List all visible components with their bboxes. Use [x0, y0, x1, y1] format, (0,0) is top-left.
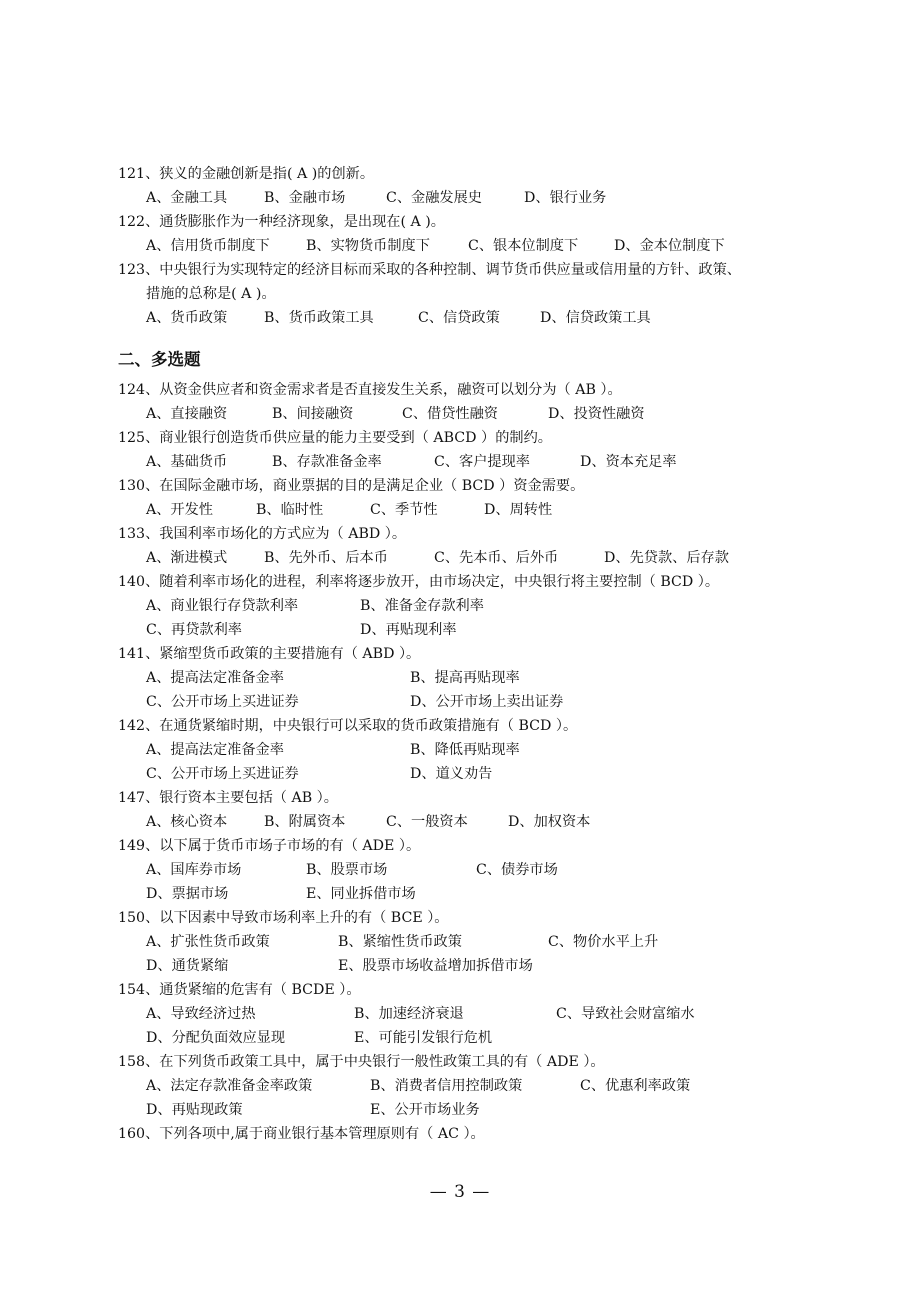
option-e: E、股票市场收益增加拆借市场: [338, 958, 533, 974]
option-c: C、公开市场上买进证券: [146, 766, 299, 782]
options-140-row2: [146, 618, 457, 642]
options-158-row1: [146, 1074, 691, 1098]
section-heading: 二、多选题: [118, 350, 201, 369]
page-number: — 3 —: [429, 1182, 491, 1202]
option-b: B、附属资本: [264, 814, 346, 830]
option-b: B、消费者信用控制政策: [370, 1078, 523, 1094]
option-b: B、货币政策工具: [264, 310, 374, 326]
question-142: 142、在通货紧缩时期，中央银行可以采取的货币政策措施有（ BCD ）。: [118, 718, 578, 734]
option-c: C、公开市场上买进证券: [146, 694, 299, 710]
option-d: D、周转性: [484, 502, 553, 518]
option-b: B、存款准备金率: [272, 454, 382, 470]
options-141-row1: [146, 666, 520, 690]
option-a: A、扩张性货币政策: [146, 934, 270, 950]
option-d: D、分配负面效应显现: [146, 1030, 286, 1046]
option-c: C、导致社会财富缩水: [556, 1006, 695, 1022]
option-c: C、一般资本: [386, 814, 468, 830]
option-d: D、银行业务: [524, 190, 607, 206]
question-158: 158、在下列货币政策工具中，属于中央银行一般性政策工具的有（ ADE ）。: [118, 1054, 605, 1070]
option-a: A、法定存款准备金率政策: [146, 1078, 313, 1094]
option-d: D、票据市场: [146, 886, 229, 902]
options-149-row2: [146, 882, 416, 906]
option-b: B、降低再贴现率: [410, 742, 520, 758]
question-149: 149、以下属于货币市场子市场的有（ ADE ）。: [118, 838, 421, 854]
option-b: B、金融市场: [264, 190, 346, 206]
question-154: 154、通货紧缩的危害有（ BCDE ）。: [118, 982, 361, 998]
option-c: C、借贷性融资: [402, 406, 498, 422]
option-d: D、信贷政策工具: [540, 310, 651, 326]
option-d: D、再贴现利率: [360, 622, 457, 638]
options-142-row2: [146, 762, 493, 786]
option-b: B、实物货币制度下: [306, 238, 430, 254]
option-c: C、季节性: [370, 502, 438, 518]
option-d: D、加权资本: [508, 814, 591, 830]
options-122: [146, 234, 725, 258]
option-c: C、信贷政策: [418, 310, 500, 326]
option-b: B、间接融资: [272, 406, 354, 422]
options-133: [146, 546, 729, 570]
question-160: 160、下列各项中,属于商业银行基本管理原则有（ AC ）。: [118, 1126, 485, 1142]
option-d: D、投资性融资: [548, 406, 645, 422]
option-c: C、优惠利率政策: [580, 1078, 691, 1094]
options-124: [146, 402, 645, 426]
question-141: 141、紧缩型货币政策的主要措施有（ ABD ）。: [118, 646, 421, 662]
option-a: A、信用货币制度下: [146, 238, 270, 254]
option-d: D、道义劝告: [410, 766, 493, 782]
options-147: [146, 810, 591, 834]
question-150: 150、以下因素中导致市场利率上升的有（ BCE ）。: [118, 910, 449, 926]
question-123: 123、中央银行为实现特定的经济目标而采取的各种控制、调节货币供应量或信用量的方针、政策、: [118, 262, 741, 278]
question-125: 125、商业银行创造货币供应量的能力主要受到（ ABCD ）的制约。: [118, 430, 552, 446]
option-a: A、提高法定准备金率: [146, 670, 284, 686]
option-b: B、提高再贴现率: [410, 670, 520, 686]
option-b: B、股票市场: [306, 862, 388, 878]
option-d: D、先贷款、后存款: [604, 550, 729, 566]
options-150-row1: [146, 930, 659, 954]
options-142-row1: [146, 738, 520, 762]
options-123: [146, 306, 651, 330]
option-e: E、公开市场业务: [370, 1102, 480, 1118]
option-a: A、渐进模式: [146, 550, 228, 566]
options-150-row2: [146, 954, 533, 978]
question-122: 122、通货膨胀作为一种经济现象，是出现在( A )。: [118, 214, 445, 230]
option-e: E、同业拆借市场: [306, 886, 416, 902]
option-b: B、临时性: [256, 502, 324, 518]
option-d: D、资本充足率: [580, 454, 677, 470]
question-140: 140、随着利率市场化的进程，利率将逐步放开，由市场决定，中央银行将主要控制（ BCD ）。: [118, 574, 720, 590]
option-a: A、基础货币: [146, 454, 228, 470]
options-121: [146, 186, 607, 210]
options-130: [146, 498, 553, 522]
options-140-row1: [146, 594, 484, 618]
option-a: A、金融工具: [146, 190, 228, 206]
question-123-continued: 措施的总称是( A )。: [146, 286, 276, 302]
option-b: B、紧缩性货币政策: [338, 934, 462, 950]
option-c: C、物价水平上升: [548, 934, 659, 950]
option-c: C、债券市场: [476, 862, 558, 878]
question-124: 124、从资金供应者和资金需求者是否直接发生关系，融资可以划分为（ AB ）。: [118, 382, 622, 398]
option-a: A、国库券市场: [146, 862, 242, 878]
option-e: E、可能引发银行危机: [354, 1030, 493, 1046]
option-a: A、导致经济过热: [146, 1006, 256, 1022]
options-125: [146, 450, 677, 474]
options-149-row1: [146, 858, 558, 882]
option-d: D、公开市场上卖出证券: [410, 694, 564, 710]
option-a: A、直接融资: [146, 406, 228, 422]
options-158-row2: [146, 1098, 480, 1122]
option-d: D、金本位制度下: [614, 238, 725, 254]
option-a: A、提高法定准备金率: [146, 742, 284, 758]
options-154-row2: [146, 1026, 493, 1050]
option-b: B、先外币、后本币: [264, 550, 388, 566]
options-141-row2: [146, 690, 564, 714]
option-c: C、金融发展史: [386, 190, 482, 206]
option-c: C、先本币、后外币: [434, 550, 559, 566]
option-c: C、再贷款利率: [146, 622, 242, 638]
question-121: 121、狭义的金融创新是指( A )的创新。: [118, 166, 375, 182]
option-c: C、银本位制度下: [468, 238, 579, 254]
options-154-row1: [146, 1002, 695, 1026]
option-a: A、开发性: [146, 502, 213, 518]
option-a: A、核心资本: [146, 814, 228, 830]
option-b: B、加速经济衰退: [354, 1006, 464, 1022]
question-130: 130、在国际金融市场，商业票据的目的是满足企业（ BCD ）资金需要。: [118, 478, 585, 494]
question-147: 147、银行资本主要包括（ AB ）。: [118, 790, 338, 806]
question-133: 133、我国利率市场化的方式应为（ ABD ）。: [118, 526, 407, 542]
option-a: A、商业银行存贷款利率: [146, 598, 299, 614]
option-c: C、客户提现率: [434, 454, 530, 470]
option-a: A、货币政策: [146, 310, 228, 326]
option-b: B、准备金存款利率: [360, 598, 484, 614]
option-d: D、再贴现政策: [146, 1102, 243, 1118]
option-d: D、通货紧缩: [146, 958, 229, 974]
